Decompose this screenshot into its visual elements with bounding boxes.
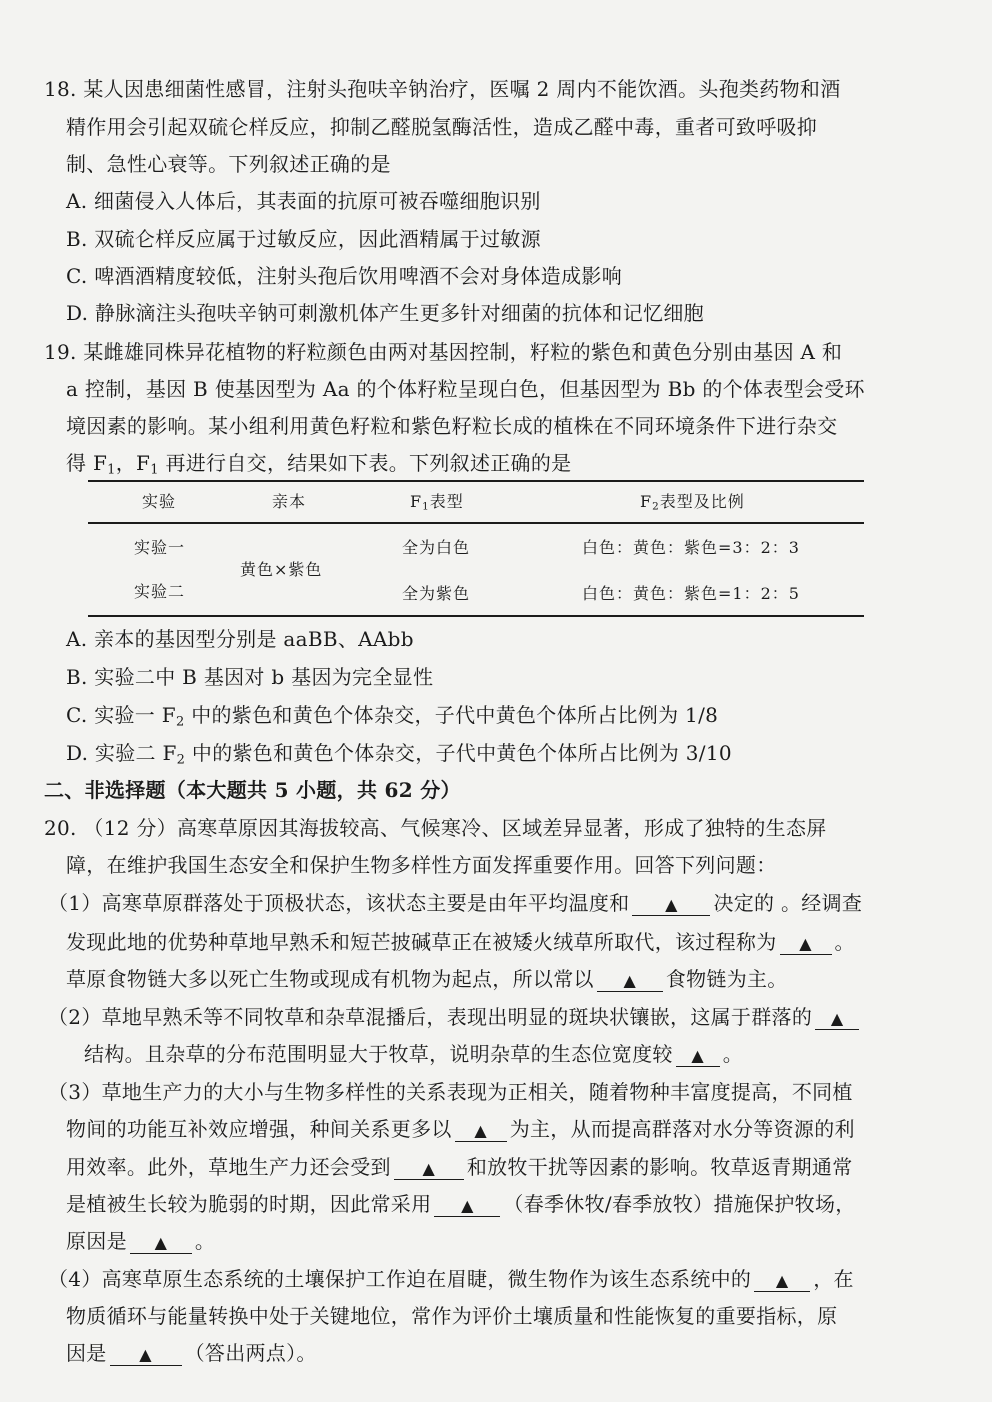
table-header-parent: 亲本	[272, 492, 307, 511]
q19-option-d	[66, 740, 732, 773]
q18-stem-line3: 制、急性心衰等。下列叙述正确的是	[66, 152, 391, 176]
table-row1-experiment: 实验一	[134, 538, 186, 557]
answer-blank[interactable]: ▲	[632, 895, 710, 916]
q20-p3-text-b: 为主，从而提高群落对水分等资源的利	[509, 1117, 855, 1141]
f1-label: F	[410, 492, 423, 511]
q20-p3-text-c: 用效率。此外，草地生产力还会受到	[66, 1155, 391, 1179]
q20-p2-text-a: （2）草地早熟禾等不同牧草和杂草混播后，表现出明显的斑块状镶嵌，这属于群落的	[48, 1005, 813, 1029]
q19-option-d-text-b: 中的紫色和黄色个体杂交，子代中黄色个体所占比例为 3/10	[185, 741, 732, 765]
section-heading: 二、非选择题（本大题共 5 小题，共 62 分）	[44, 778, 461, 802]
q20-p2-line1	[48, 1004, 862, 1030]
q19-option-b: B. 实验二中 B 基因对 b 基因为完全显性	[66, 665, 434, 689]
q20-p3-text-d: 和放牧干扰等因素的影响。牧草返青期通常	[466, 1155, 853, 1179]
answer-blank[interactable]: ▲	[815, 1009, 859, 1030]
q20-p4-line3	[66, 1340, 317, 1366]
table-row2-experiment: 实验二	[134, 582, 186, 601]
q19-option-c-text-b: 中的紫色和黄色个体杂交，子代中黄色个体所占比例为 1/8	[184, 703, 719, 727]
table-header-rule	[88, 522, 864, 524]
answer-blank[interactable]: ▲	[394, 1159, 464, 1180]
q20-p4-line1	[48, 1266, 854, 1292]
q20-p3-line3	[66, 1154, 853, 1180]
q19-line4-text-c: 再进行自交，结果如下表。下列叙述正确的是	[158, 451, 572, 475]
q19-stem-line2: a 控制，基因 B 使基因型为 Aa 的个体籽粒呈现白色，但基因型为 Bb 的个体表型会受环	[66, 377, 865, 401]
q19-option-d-text-a: D. 实验二 F	[66, 741, 177, 765]
answer-blank[interactable]: ▲	[110, 1345, 182, 1366]
q20-p3-text-h: 。	[194, 1229, 216, 1253]
q20-p1-text-b: 决定的 。经调查	[713, 891, 863, 915]
f1-header-text: 表型	[429, 492, 464, 511]
q20-p3-line2	[66, 1116, 855, 1142]
q19-stem-line3: 境因素的影响。某小组利用黄色籽粒和紫色籽粒长成的植株在不同环境条件下进行杂交	[66, 414, 838, 438]
table-top-rule	[88, 480, 864, 482]
answer-blank[interactable]: ▲	[780, 934, 832, 955]
q19-line4-sub1: 1	[107, 462, 116, 478]
q20-p1-text-a: （1）高寒草原群落处于顶极状态，该状态主要是由年平均温度和	[48, 891, 630, 915]
q20-p1-text-c: 发现此地的优势种草地早熟禾和短芒披碱草正在被矮火绒草所取代，该过程称为	[66, 930, 777, 954]
q18-option-c: C. 啤酒酒精度较低，注射头孢后饮用啤酒不会对身体造成影响	[66, 264, 623, 288]
q20-p3-line1: （3）草地生产力的大小与生物多样性的关系表现为正相关，随着物种丰富度提高，不同植	[48, 1080, 853, 1104]
q20-p4-text-c: 因是	[66, 1341, 107, 1365]
answer-blank[interactable]: ▲	[676, 1046, 720, 1067]
q20-p3-text-g: 原因是	[66, 1229, 127, 1253]
q20-p2-line2	[84, 1041, 743, 1067]
answer-blank[interactable]: ▲	[754, 1271, 810, 1292]
q19-line4-text-b: ，F	[115, 451, 151, 475]
table-header-experiment: 实验	[142, 492, 177, 511]
q20-p4-line2: 物质循环与能量转换中处于关键地位，常作为评价土壤质量和性能恢复的重要指标，原	[66, 1304, 838, 1328]
q20-p2-text-c: 。	[722, 1042, 744, 1066]
q18-option-a: A. 细菌侵入人体后，其表面的抗原可被吞噬细胞识别	[66, 189, 541, 213]
q19-option-d-sub: 2	[176, 752, 186, 768]
q19-results-table	[88, 480, 864, 618]
f2-label: F	[640, 492, 653, 511]
f2-header-text: 表型及比例	[659, 492, 745, 511]
q19-stem-line1: 19. 某雌雄同株异花植物的籽粒颜色由两对基因控制，籽粒的紫色和黄色分别由基因 A 和	[44, 340, 843, 364]
q20-p1-line1	[48, 890, 862, 916]
q20-p1-text-d: 。	[834, 930, 855, 954]
q20-p4-text-b: ，在	[813, 1267, 854, 1291]
q20-p3-text-f: （春季休牧/春季放牧）措施保护牧场，	[503, 1192, 856, 1216]
q20-p3-text-a: 物间的功能互补效应增强，种间关系更多以	[66, 1117, 452, 1141]
table-row2-f1: 全为紫色	[402, 584, 471, 603]
table-header-f1	[410, 492, 464, 517]
q20-p4-text-d: （答出两点）。	[184, 1341, 317, 1365]
q18-stem-line1: 18. 某人因患细菌性感冒，注射头孢呋辛钠治疗，医嘱 2 周内不能饮酒。头孢类药物和酒	[44, 77, 841, 101]
q20-p1-line2	[66, 929, 855, 955]
q19-option-c-sub: 2	[175, 714, 185, 730]
answer-blank[interactable]: ▲	[455, 1121, 507, 1142]
f2-sub: 2	[652, 500, 660, 513]
answer-blank[interactable]: ▲	[434, 1196, 500, 1217]
q20-stem-line2: 障，在维护我国生态安全和保护生物多样性方面发挥重要作用。回答下列问题：	[66, 853, 777, 877]
q18-stem-line2: 精作用会引起双硫仑样反应，抑制乙醛脱氢酶活性，造成乙醛中毒，重者可致呼吸抑	[66, 115, 818, 139]
q18-option-b: B. 双硫仑样反应属于过敏反应，因此酒精属于过敏源	[66, 227, 541, 251]
table-row1-f1: 全为白色	[402, 538, 471, 557]
q19-line4-text-a: 得 F	[66, 451, 108, 475]
q20-p2-text-b: 结构。且杂草的分布范围明显大于牧草，说明杂草的生态位宽度较	[84, 1042, 673, 1066]
q20-p1-text-f: 食物链为主。	[665, 967, 788, 991]
table-parent-cell: 黄色×紫色	[240, 560, 323, 579]
q19-line4-sub2: 1	[150, 462, 159, 478]
q20-p4-text-a: （4）高寒草原生态系统的土壤保护工作迫在眉睫，微生物作为该生态系统中的	[48, 1267, 752, 1291]
table-header-f2	[640, 492, 745, 517]
answer-blank[interactable]: ▲	[130, 1233, 192, 1254]
q20-p3-text-e: 是植被生长较为脆弱的时期，因此常采用	[66, 1192, 432, 1216]
q20-p1-text-e: 草原食物链大多以死亡生物或现成有机物为起点，所以常以	[66, 967, 594, 991]
table-row1-f2: 白色：黄色：紫色=3：2：3	[582, 538, 800, 557]
f1-sub: 1	[422, 500, 430, 513]
answer-blank[interactable]: ▲	[597, 971, 663, 992]
q20-p3-line5	[66, 1228, 215, 1254]
q19-stem-line4	[66, 450, 571, 483]
q19-option-c	[66, 702, 718, 735]
q19-option-c-text-a: C. 实验一 F	[66, 703, 176, 727]
q19-option-a: A. 亲本的基因型分别是 aaBB、AAbb	[66, 627, 414, 651]
q18-option-d: D. 静脉滴注头孢呋辛钠可刺激机体产生更多针对细菌的抗体和记忆细胞	[66, 301, 704, 325]
q20-p3-line4	[66, 1191, 856, 1217]
q20-p1-line3	[66, 966, 788, 992]
q20-stem-line1: 20. （12 分）高寒草原因其海拔较高、气候寒冷、区域差异显著，形成了独特的生态屏	[44, 816, 827, 840]
table-bottom-rule	[88, 615, 864, 617]
table-row2-f2: 白色：黄色：紫色=1：2：5	[582, 584, 800, 603]
